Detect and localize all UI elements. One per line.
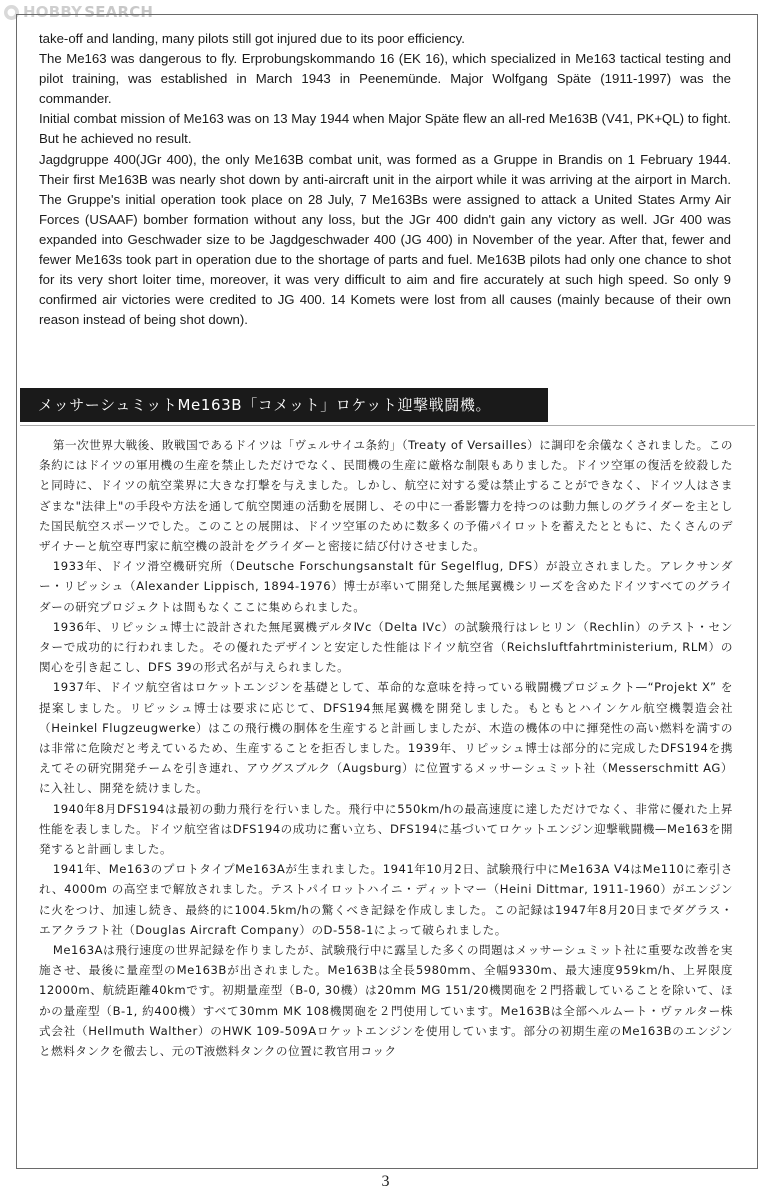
japanese-paragraph: 1936年、リピッシュ博士に設計された無尾翼機デルタⅣc（Delta IVc）の試験飛行はレヒリン（Rechlin）のテスト・センターで成功的に行われました。その優れたデザインと安定した性能はドイツ航空省（Reichsluftfahrtministerium, RLM）の関心を引き起こし、DFS 39の形式名が与えられました。 xyxy=(39,619,733,675)
japanese-paragraph: 1933年、ドイツ滑空機研究所（Deutsche Forschungsanstalt für Segelflug, DFS）が設立されました。アレクサンダー・リピッシュ（Alexander Lippisch, 1894-1976）博士が率いて開発した無尾翼機シリーズを含めたドイツすべてのグライダーの研究プロジェクトは間もなくここに集められました。 xyxy=(39,559,733,614)
japanese-paragraph: 第一次世界大戦後、敗戦国であるドイツは「ヴェルサイユ条約」（Treaty of Versailles）に調印を余儀なくされました。この条約にはドイツの軍用機の生産を禁止しただけでなく、民間機の生産に厳格な制限もありました。ドイツ空軍の復活を絞殺したと同時に、ドイツの航空業界に大きな打撃を与えました。しかし、航空に対する愛は禁止することができなく、ドイツ人はさまざまな"法律上"の手段や方法を通して航空関連の活動を展開し、その中に一番影響力を持つのは動力無しのグライダーを主とした国民航空スポーツでした。このことの展開は、ドイツ空軍のために数多くの予備パイロットを蓄えたとともに、たくさんのデザイナーと航空専門家に航空機の設計をグライダーと密接に結び付けさせました。 xyxy=(39,438,733,554)
japanese-text-block xyxy=(39,435,733,1061)
japanese-paragraph: 1941年、Me163のプロトタイプMe163Aが生まれました。1941年10月2日、試験飛行中にMe163A V4はMe110に牽引され、4000m の高空まで解放されました。テストパイロットハイニ・ディットマー（Heini Dittmar, 1911-1960）がエンジンに火をつけ、加速し続き、最終的に1004.5km/hの驚くべき記録を作成しました。この記録は1947年8月20日までダグラス・エアクラフト社（Douglas Aircraft Company）のD-558-1によって破られました。 xyxy=(39,862,733,937)
logo-mark-icon: ● xyxy=(4,5,19,20)
section-heading: メッサーシュミットMe163B「コメット」ロケット迎撃戦闘機。 xyxy=(20,388,548,422)
english-paragraph: take-off and landing, many pilots still got injured due to its poor efficiency. xyxy=(39,31,465,46)
japanese-paragraph: 1937年、ドイツ航空省はロケットエンジンを基礎として、革命的な意味を持っている戦闘機プロジェクト—“Projekt X” を提案しました。リピッシュ博士は要求に応じて、DFS194無尾翼機を開発しました。もともとハインケル航空機製造会社（Heinkel Flugzeugwerke）はこの飛行機の胴体を生産すると計画しましたが、木造の機体の中に揮発性の高い燃料を満すのは非常に危険だと考えているため、生産することを拒否しました。1939年、リピッシュ博士は部分的に完成したDFS194を携えてその研究開発チームを引き連れ、アウグスブルク（Augsburg）に位置するメッサーシュミット社（Messerschmitt AG）に入社し、開発を続けました。 xyxy=(39,680,733,796)
english-paragraph: The Me163 was dangerous to fly. Erprobungskommando 16 (EK 16), which specialized in Me163 tactical testing and pilot training, was established in March 1943 in Peenemünde. Major Wolfgang Späte (1911-1997) was the commander. xyxy=(39,51,731,107)
japanese-paragraph: 1940年8月DFS194は最初の動力飛行を行いました。飛行中に550km/hの最高速度に達しただけでなく、非常に優れた上昇性能を表しました。ドイツ航空省はDFS194の成功に奮い立ち、DFS194に基づいてロケットエンジン迎撃戦闘機—Me163を開発すると計画しました。 xyxy=(39,801,733,857)
english-text-block xyxy=(39,29,731,330)
japanese-paragraph: Me163Aは飛行速度の世界記録を作りましたが、試験飛行中に露呈した多くの問題はメッサーシュミット社に重要な改善を実施させ、最後に量産型のMe163Bが出されました。Me163Bは全長5980mm、全幅9330m、最大速度959km/h、上昇限度12000m、航続距離40kmです。初期量産型（B-0, 30機）は20mm MG 151/20機関砲を２門搭載していることを除いて、ほかの量産型（B-1, 約400機）すべて30mm MK 108機関砲を２門使用しています。Me163Bは全部ヘルムート・ヴァルター株式会社（Hellmuth Walther）のHWK 109-509Aロケットエンジンを使用しています。部分の初期生産のMe163Bのエンジンと燃料タンクを徹去し、元のT液燃料タンクの位置に教官用コック xyxy=(39,943,733,1059)
page-number: 3 xyxy=(381,1173,390,1190)
logo-search-text: SEARCH xyxy=(84,3,154,21)
heading-divider xyxy=(20,425,755,426)
english-paragraph: Initial combat mission of Me163 was on 13 May 1944 when Major Späte flew an all-red Me163B (V41, PK+QL) to fight. But he achieved no result. xyxy=(39,111,731,147)
english-paragraph: Jagdgruppe 400(JGr 400), the only Me163B combat unit, was formed as a Gruppe in Brandis on 1 February 1944. Their first Me163B was nearly shot down by anti-aircraft unit in the airport while it was arriving at the airport in March. The Gruppe's initial operation took place on 28 July, 7 Me163Bs were assigned to attack a United States Army Air Forces (USAAF) bomber formation without any loss, but the JGr 400 didn't gain any victory as well. JGr 400 was expanded into Geschwader size to be Jagdgeschwader 400 (JG 400) in November of the year. After that, fewer and fewer Me163s took part in operation due to the shortage of parts and fuel. Me163B pilots had only one chance to shot for its very short loiter time, moreover, it was very difficult to aim and fire accurately at such high speed. So only 9 confirmed air victories were credited to JG 400. 14 Komets were lost from all causes (mainly because of their own reason instead of being shot down). xyxy=(39,151,731,328)
logo-hobby-text: HOBBY xyxy=(23,3,83,21)
